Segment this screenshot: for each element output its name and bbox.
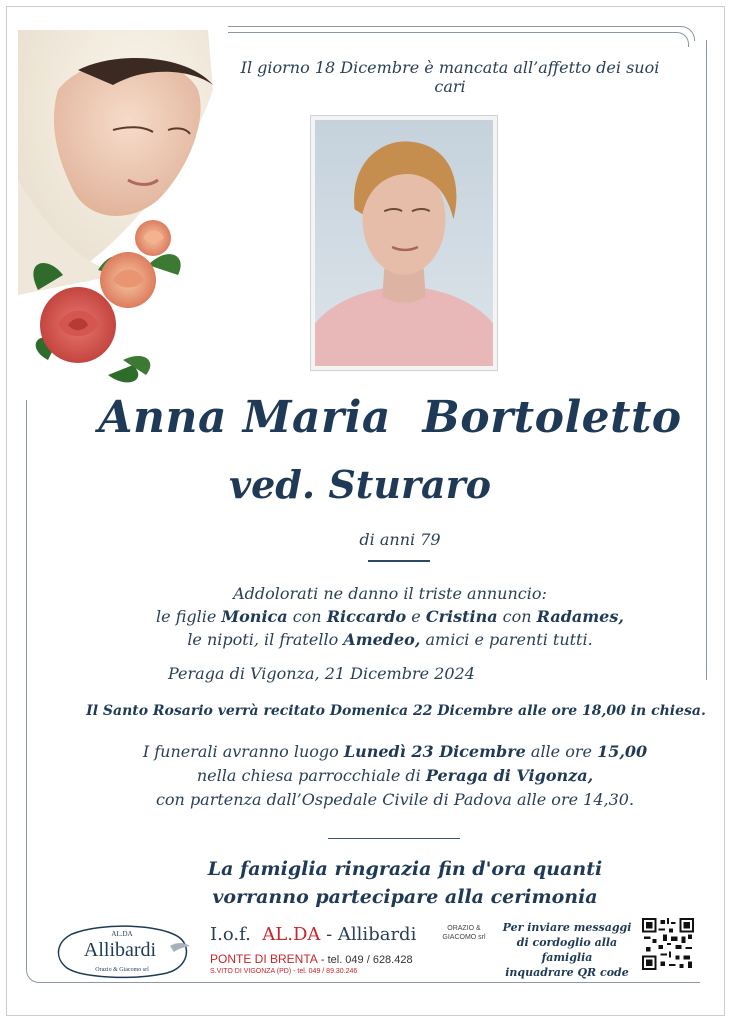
funeral-line-3: con partenza dall’Ospedale Civile di Padova alle ore 14,30. — [155, 790, 635, 809]
agency-branch-2: S.VITO DI VIGONZA (PD) - tel. 049 / 89.30.246 — [210, 968, 358, 975]
widow-of: ved. Sturaro — [229, 462, 491, 507]
funeral-line-1: I funerali avranno luogo Lunedì 23 Dicembre alle ore 15,00 — [142, 742, 648, 761]
logo-main-text: Allibardi — [83, 939, 157, 961]
funeral-notice — [110, 740, 680, 812]
funeral-line-2: nella chiesa parrocchiale di Peraga di Vigonza, — [196, 766, 594, 785]
divider-top — [368, 560, 430, 562]
announcement-line-1: Addolorati ne danno il triste annuncio: — [233, 584, 547, 603]
agency-branch: PONTE DI BRENTA - tel. 049 / 628.428 — [210, 952, 413, 966]
frame-bottom-corner — [26, 872, 39, 983]
announcement — [120, 582, 660, 651]
portrait-photo — [310, 115, 498, 371]
thanks-line-2: vorranno partecipare alla cerimonia — [212, 886, 598, 908]
frame-right-line — [706, 40, 707, 680]
agency-logo — [52, 924, 192, 980]
agency-owners: ORAZIO & GIACOMO srl — [442, 925, 486, 941]
logo-top-text: AL.DA — [111, 930, 133, 938]
divider-bottom — [328, 838, 460, 839]
frame-left-line — [26, 400, 27, 872]
place-date: Peraga di Vigonza, 21 Dicembre 2024 — [168, 664, 475, 683]
age-text: di anni 79 — [359, 530, 441, 549]
intro-text: Il giorno 18 Dicembre è mancata all’affetto dei suoi cari — [240, 58, 660, 96]
logo-sub-text: Orazio & Giacomo srl — [95, 967, 149, 973]
thanks-message — [140, 855, 670, 911]
deceased-name: Anna Maria Bortoletto — [98, 392, 682, 443]
thanks-line-1: La famiglia ringrazia fin d'ora quanti — [207, 858, 603, 880]
portrait-image — [315, 120, 493, 366]
announcement-line-3: le nipoti, il fratello Amedeo, amici e parenti tutti. — [187, 630, 593, 649]
agency-name: I.o.f. AL.DA - Allibardi — [210, 924, 417, 945]
qr-code[interactable] — [642, 918, 694, 970]
announcement-line-2: le figlie Monica con Riccardo e Cristina con Radames, — [156, 607, 624, 626]
madonna-roses-image — [18, 30, 218, 395]
funeral-agency — [210, 924, 500, 984]
qr-instructions: Per inviare messaggi di cordoglio alla famiglia inquadrare QR code — [502, 921, 632, 979]
frame-top-inner-line — [228, 32, 689, 47]
rosary-notice: Il Santo Rosario verrà recitato Domenica 22 Dicembre alle ore 18,00 in chiesa. — [86, 703, 706, 719]
